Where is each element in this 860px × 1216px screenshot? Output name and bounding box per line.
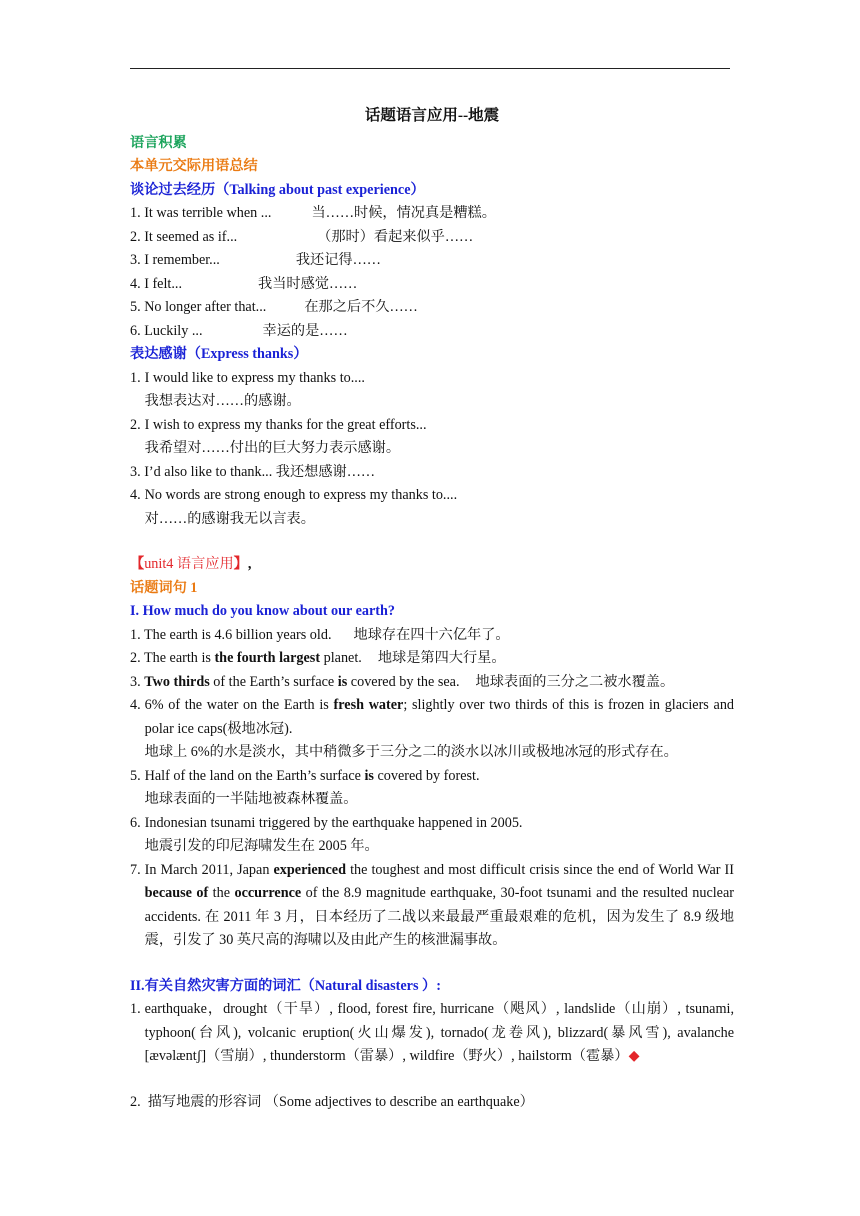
list-item: 3. I remember... 我还记得…… xyxy=(130,252,381,268)
list-item: 4. No words are strong enough to express my thanks to.... 对……的感谢我无以言表。 xyxy=(130,487,458,527)
earth-heading: I. How much do you know about our earth? xyxy=(130,603,396,619)
list-item: 1. It was terrible when ... 当……时候，情况真是糟糕。 xyxy=(130,205,496,221)
list-item: 5. Half of the land on the Earth’s surface is covered by forest. 地球表面的一半陆地被森林覆盖。 xyxy=(130,767,480,807)
header-rule xyxy=(130,68,730,69)
section-subheading-expressions: 本单元交际用语总结 xyxy=(130,158,258,174)
list-item: 2. 描写地震的形容词 （Some adjectives to describe an earthquake） xyxy=(130,1093,534,1110)
list-item: 1. The earth is 4.6 billion years old. 地球存在四十六亿年了。 xyxy=(130,626,510,643)
document-page xyxy=(130,104,734,1114)
list-item: 2. It seemed as if... （那时）看起来似乎…… xyxy=(130,228,474,245)
list-item: 3. I’d also like to thank... 我还想感谢…… xyxy=(130,463,376,480)
list-item: 3. Two thirds of the Earth’s surface is covered by the sea. 地球表面的三分之二被水覆盖。 xyxy=(130,673,675,690)
topic-heading: 话题词句 1 xyxy=(130,579,198,596)
past-experience-heading: 谈论过去经历（Talking about past experience） xyxy=(130,181,425,198)
list-item: 7. In March 2011, Japan experienced the toughest and most difficult crisis since the end of World War II because of the occurrence of the 8.9 magnitude earthquake, 30-foot tsunami and the resulted nuclear accidents. 在 2011 年 3 月，日本经历了二战以来最最严重最艰难的危机，因为发生了 8.9 级地震，引发了 30 英尺高的海啸以及由此产生的核泄漏事故。 xyxy=(130,861,735,948)
list-item: 2. I wish to express my thanks for the great efforts... 我希望对……付出的巨大努力表示感谢。 xyxy=(130,416,427,456)
list-item: 1. I would like to express my thanks to.... 我想表达对……的感谢。 xyxy=(130,369,365,409)
list-item: 6. Luckily ... 幸运的是…… xyxy=(130,322,348,339)
page-title: 话题语言应用--地震 xyxy=(364,107,500,124)
unit-label: 【unit4 语言应用】, xyxy=(130,556,252,572)
list-item: 2. The earth is the fourth largest planet. 地球是第四大行星。 xyxy=(130,650,506,666)
diamond-icon: ◆ xyxy=(628,1048,640,1064)
list-item: 6. Indonesian tsunami triggered by the earthquake happened in 2005. 地震引发的印尼海啸发生在 2005 年。 xyxy=(130,814,523,854)
list-item: 5. No longer after that... 在那之后不久…… xyxy=(130,299,418,315)
section-heading-language-accumulation: 语言积累 xyxy=(130,134,187,151)
natural-disasters-heading: II.有关自然灾害方面的词汇（Natural disasters ）: xyxy=(130,977,441,994)
list-item: 1. earthquake，drought（干旱）, flood, forest fire, hurricane（飓风）, landslide（山崩）, tsunami, typhoon(台风), volcanic eruption(火山爆发), tornado(龙卷风), blizzard(暴风雪), avalanche [ævəlæntʃ]（雪崩）, thunderstorm（雷暴）, wildfire（野火）, hailstorm（雹暴）◆ xyxy=(130,1001,734,1064)
list-item: 4. 6% of the water on the Earth is fresh water; slightly over two thirds of this is frozen in glaciers and polar ice caps(极地冰冠). 地球上 6%的水是淡水，其中稍微多于三分之二的淡水以冰川或极地冰冠的形式存在。 xyxy=(130,697,735,760)
express-thanks-heading: 表达感谢（Express thanks） xyxy=(130,346,308,362)
list-item: 4. I felt... 我当时感觉…… xyxy=(130,275,358,292)
